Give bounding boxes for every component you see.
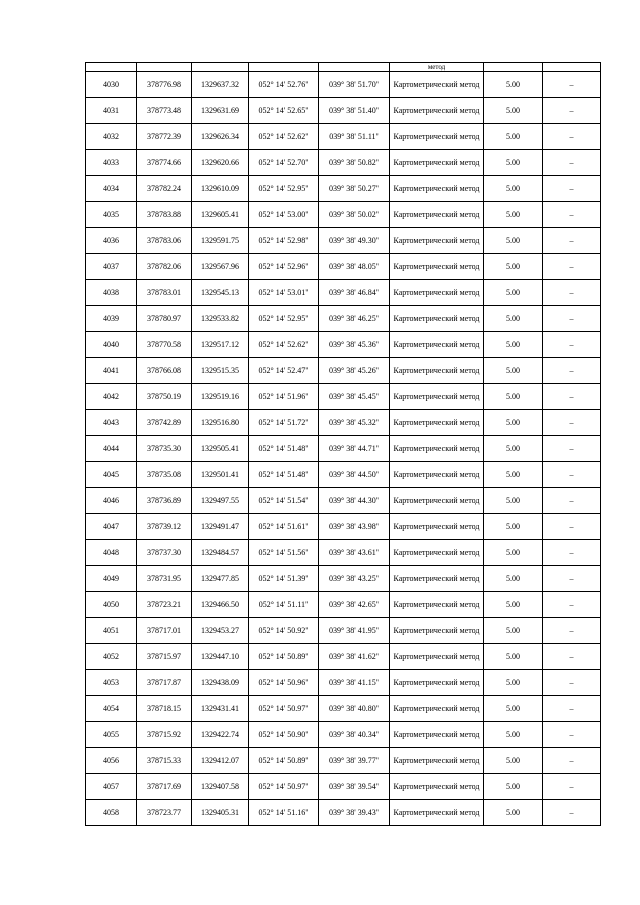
latitude-cell: 052° 14' 52.95"	[249, 176, 319, 202]
y-coordinate-cell: 1329533.82	[192, 306, 249, 332]
longitude-cell: 039° 38' 45.45"	[319, 384, 390, 410]
y-coordinate-cell: 1329412.07	[192, 748, 249, 774]
accuracy-cell: 5.00	[484, 748, 543, 774]
accuracy-cell: 5.00	[484, 540, 543, 566]
x-coordinate-cell: 378731.95	[137, 566, 192, 592]
point-number-cell: 4056	[86, 748, 137, 774]
accuracy-cell: 5.00	[484, 618, 543, 644]
accuracy-cell: 5.00	[484, 358, 543, 384]
x-coordinate-cell: 378715.33	[137, 748, 192, 774]
description-cell: –	[543, 774, 601, 800]
point-number-cell: 4036	[86, 228, 137, 254]
description-cell: –	[543, 722, 601, 748]
table-body	[86, 63, 601, 826]
latitude-cell: 052° 14' 50.97"	[249, 696, 319, 722]
latitude-cell: 052° 14' 50.92"	[249, 618, 319, 644]
longitude-cell: 039° 38' 46.84"	[319, 280, 390, 306]
longitude-cell: 039° 38' 44.30"	[319, 488, 390, 514]
y-coordinate-cell: 1329422.74	[192, 722, 249, 748]
point-number-cell: 4040	[86, 332, 137, 358]
table-row	[86, 254, 601, 280]
table-row	[86, 358, 601, 384]
table-row	[86, 98, 601, 124]
description-cell: –	[543, 332, 601, 358]
longitude-cell: 039° 38' 43.61"	[319, 540, 390, 566]
point-number-cell: 4052	[86, 644, 137, 670]
accuracy-cell	[484, 63, 543, 72]
method-cell: Картометрический метод	[390, 774, 484, 800]
table-row	[86, 540, 601, 566]
x-coordinate-cell: 378780.97	[137, 306, 192, 332]
accuracy-cell: 5.00	[484, 384, 543, 410]
longitude-cell: 039° 38' 49.30"	[319, 228, 390, 254]
latitude-cell: 052° 14' 51.39"	[249, 566, 319, 592]
point-number-cell: 4051	[86, 618, 137, 644]
description-cell: –	[543, 72, 601, 98]
x-coordinate-cell: 378735.08	[137, 462, 192, 488]
description-cell: –	[543, 358, 601, 384]
y-coordinate-cell: 1329447.10	[192, 644, 249, 670]
latitude-cell: 052° 14' 52.95"	[249, 306, 319, 332]
description-cell: –	[543, 644, 601, 670]
table-row	[86, 410, 601, 436]
y-coordinate-cell: 1329637.32	[192, 72, 249, 98]
latitude-cell: 052° 14' 50.89"	[249, 644, 319, 670]
table-row	[86, 384, 601, 410]
longitude-cell: 039° 38' 43.25"	[319, 566, 390, 592]
method-cell: Картометрический метод	[390, 176, 484, 202]
accuracy-cell: 5.00	[484, 150, 543, 176]
x-coordinate-cell: 378717.69	[137, 774, 192, 800]
point-number-cell: 4044	[86, 436, 137, 462]
accuracy-cell: 5.00	[484, 332, 543, 358]
x-coordinate-cell: 378717.01	[137, 618, 192, 644]
x-coordinate-cell: 378772.39	[137, 124, 192, 150]
y-coordinate-cell: 1329591.75	[192, 228, 249, 254]
y-coordinate-cell: 1329631.69	[192, 98, 249, 124]
table-row	[86, 176, 601, 202]
method-cell: Картометрический метод	[390, 410, 484, 436]
method-cell: Картометрический метод	[390, 72, 484, 98]
method-cell: Картометрический метод	[390, 644, 484, 670]
x-coordinate-cell: 378782.06	[137, 254, 192, 280]
longitude-cell: 039° 38' 44.50"	[319, 462, 390, 488]
latitude-cell: 052° 14' 51.48"	[249, 462, 319, 488]
x-coordinate-cell: 378723.21	[137, 592, 192, 618]
longitude-cell: 039° 38' 51.70"	[319, 72, 390, 98]
x-coordinate-cell	[137, 63, 192, 72]
longitude-cell: 039° 38' 40.34"	[319, 722, 390, 748]
longitude-cell: 039° 38' 42.65"	[319, 592, 390, 618]
longitude-cell: 039° 38' 50.27"	[319, 176, 390, 202]
point-number-cell: 4048	[86, 540, 137, 566]
description-cell: –	[543, 748, 601, 774]
x-coordinate-cell: 378776.98	[137, 72, 192, 98]
latitude-cell: 052° 14' 51.96"	[249, 384, 319, 410]
longitude-cell: 039° 38' 50.02"	[319, 202, 390, 228]
method-cell: Картометрический метод	[390, 202, 484, 228]
method-cell: Картометрический метод	[390, 748, 484, 774]
latitude-cell: 052° 14' 52.62"	[249, 332, 319, 358]
accuracy-cell: 5.00	[484, 774, 543, 800]
x-coordinate-cell: 378750.19	[137, 384, 192, 410]
point-number-cell: 4043	[86, 410, 137, 436]
table-row	[86, 280, 601, 306]
point-number-cell: 4035	[86, 202, 137, 228]
point-number-cell: 4032	[86, 124, 137, 150]
x-coordinate-cell: 378723.77	[137, 800, 192, 826]
description-cell: –	[543, 306, 601, 332]
description-cell: –	[543, 592, 601, 618]
description-cell: –	[543, 176, 601, 202]
accuracy-cell: 5.00	[484, 98, 543, 124]
y-coordinate-cell: 1329477.85	[192, 566, 249, 592]
point-number-cell: 4046	[86, 488, 137, 514]
accuracy-cell: 5.00	[484, 228, 543, 254]
description-cell: –	[543, 696, 601, 722]
point-number-cell: 4030	[86, 72, 137, 98]
latitude-cell: 052° 14' 51.16"	[249, 800, 319, 826]
latitude-cell: 052° 14' 50.89"	[249, 748, 319, 774]
longitude-cell: 039° 38' 44.71"	[319, 436, 390, 462]
y-coordinate-cell	[192, 63, 249, 72]
y-coordinate-cell: 1329438.09	[192, 670, 249, 696]
accuracy-cell: 5.00	[484, 72, 543, 98]
accuracy-cell: 5.00	[484, 176, 543, 202]
method-cell: Картометрический метод	[390, 384, 484, 410]
longitude-cell: 039° 38' 51.40"	[319, 98, 390, 124]
y-coordinate-cell: 1329407.58	[192, 774, 249, 800]
method-cell: Картометрический метод	[390, 124, 484, 150]
table-row	[86, 72, 601, 98]
longitude-cell: 039° 38' 45.26"	[319, 358, 390, 384]
latitude-cell: 052° 14' 50.97"	[249, 774, 319, 800]
x-coordinate-cell: 378783.88	[137, 202, 192, 228]
point-number-cell: 4031	[86, 98, 137, 124]
point-number-cell: 4037	[86, 254, 137, 280]
accuracy-cell: 5.00	[484, 488, 543, 514]
method-cell: Картометрический метод	[390, 722, 484, 748]
point-number-cell: 4055	[86, 722, 137, 748]
latitude-cell: 052° 14' 51.56"	[249, 540, 319, 566]
latitude-cell: 052° 14' 52.76"	[249, 72, 319, 98]
table-row-continuation	[86, 63, 601, 72]
latitude-cell: 052° 14' 53.00"	[249, 202, 319, 228]
method-cell: Картометрический метод	[390, 358, 484, 384]
longitude-cell: 039° 38' 50.82"	[319, 150, 390, 176]
x-coordinate-cell: 378715.92	[137, 722, 192, 748]
accuracy-cell: 5.00	[484, 462, 543, 488]
accuracy-cell: 5.00	[484, 280, 543, 306]
table-row	[86, 774, 601, 800]
description-cell: –	[543, 566, 601, 592]
longitude-cell	[319, 63, 390, 72]
description-cell	[543, 63, 601, 72]
description-cell: –	[543, 670, 601, 696]
coordinates-table	[85, 62, 601, 826]
accuracy-cell: 5.00	[484, 696, 543, 722]
method-cell: Картометрический метод	[390, 332, 484, 358]
x-coordinate-cell: 378737.30	[137, 540, 192, 566]
longitude-cell: 039° 38' 41.62"	[319, 644, 390, 670]
y-coordinate-cell: 1329501.41	[192, 462, 249, 488]
y-coordinate-cell: 1329545.13	[192, 280, 249, 306]
y-coordinate-cell: 1329519.16	[192, 384, 249, 410]
method-cell: Картометрический метод	[390, 150, 484, 176]
latitude-cell: 052° 14' 50.96"	[249, 670, 319, 696]
point-number-cell: 4038	[86, 280, 137, 306]
description-cell: –	[543, 98, 601, 124]
point-number-cell: 4034	[86, 176, 137, 202]
point-number-cell: 4033	[86, 150, 137, 176]
point-number-cell	[86, 63, 137, 72]
y-coordinate-cell: 1329431.41	[192, 696, 249, 722]
latitude-cell: 052° 14' 52.62"	[249, 124, 319, 150]
table-row	[86, 514, 601, 540]
x-coordinate-cell: 378736.89	[137, 488, 192, 514]
description-cell: –	[543, 124, 601, 150]
longitude-cell: 039° 38' 48.05"	[319, 254, 390, 280]
accuracy-cell: 5.00	[484, 436, 543, 462]
table-row	[86, 150, 601, 176]
description-cell: –	[543, 540, 601, 566]
method-cell: Картометрический метод	[390, 670, 484, 696]
point-number-cell: 4049	[86, 566, 137, 592]
y-coordinate-cell: 1329515.35	[192, 358, 249, 384]
description-cell: –	[543, 202, 601, 228]
method-cell: Картометрический метод	[390, 800, 484, 826]
longitude-cell: 039° 38' 41.95"	[319, 618, 390, 644]
latitude-cell: 052° 14' 53.01"	[249, 280, 319, 306]
y-coordinate-cell: 1329605.41	[192, 202, 249, 228]
latitude-cell: 052° 14' 50.90"	[249, 722, 319, 748]
accuracy-cell: 5.00	[484, 800, 543, 826]
accuracy-cell: 5.00	[484, 202, 543, 228]
method-cell: Картометрический метод	[390, 540, 484, 566]
y-coordinate-cell: 1329620.66	[192, 150, 249, 176]
latitude-cell: 052° 14' 52.70"	[249, 150, 319, 176]
table-row	[86, 618, 601, 644]
point-number-cell: 4053	[86, 670, 137, 696]
table-row	[86, 800, 601, 826]
longitude-cell: 039° 38' 45.32"	[319, 410, 390, 436]
description-cell: –	[543, 150, 601, 176]
point-number-cell: 4057	[86, 774, 137, 800]
accuracy-cell: 5.00	[484, 670, 543, 696]
latitude-cell: 052° 14' 51.54"	[249, 488, 319, 514]
method-cell: Картометрический метод	[390, 462, 484, 488]
accuracy-cell: 5.00	[484, 410, 543, 436]
y-coordinate-cell: 1329517.12	[192, 332, 249, 358]
description-cell: –	[543, 462, 601, 488]
accuracy-cell: 5.00	[484, 566, 543, 592]
table-row	[86, 488, 601, 514]
latitude-cell: 052° 14' 51.11"	[249, 592, 319, 618]
latitude-cell: 052° 14' 52.47"	[249, 358, 319, 384]
x-coordinate-cell: 378783.01	[137, 280, 192, 306]
y-coordinate-cell: 1329610.09	[192, 176, 249, 202]
y-coordinate-cell: 1329516.80	[192, 410, 249, 436]
x-coordinate-cell: 378773.48	[137, 98, 192, 124]
description-cell: –	[543, 410, 601, 436]
table-row	[86, 566, 601, 592]
description-cell: –	[543, 384, 601, 410]
table-row	[86, 696, 601, 722]
method-cell: Картометрический метод	[390, 280, 484, 306]
point-number-cell: 4050	[86, 592, 137, 618]
latitude-cell: 052° 14' 52.96"	[249, 254, 319, 280]
method-cell: Картометрический метод	[390, 488, 484, 514]
longitude-cell: 039° 38' 41.15"	[319, 670, 390, 696]
latitude-cell: 052° 14' 51.48"	[249, 436, 319, 462]
description-cell: –	[543, 488, 601, 514]
x-coordinate-cell: 378735.30	[137, 436, 192, 462]
x-coordinate-cell: 378739.12	[137, 514, 192, 540]
longitude-cell: 039° 38' 51.11"	[319, 124, 390, 150]
x-coordinate-cell: 378766.08	[137, 358, 192, 384]
longitude-cell: 039° 38' 39.54"	[319, 774, 390, 800]
y-coordinate-cell: 1329466.50	[192, 592, 249, 618]
table-row	[86, 462, 601, 488]
description-cell: –	[543, 280, 601, 306]
y-coordinate-cell: 1329491.47	[192, 514, 249, 540]
accuracy-cell: 5.00	[484, 306, 543, 332]
document-page	[85, 62, 600, 826]
table-row	[86, 124, 601, 150]
latitude-cell: 052° 14' 52.98"	[249, 228, 319, 254]
longitude-cell: 039° 38' 40.80"	[319, 696, 390, 722]
point-number-cell: 4058	[86, 800, 137, 826]
y-coordinate-cell: 1329484.57	[192, 540, 249, 566]
method-cell: Картометрический метод	[390, 436, 484, 462]
y-coordinate-cell: 1329497.55	[192, 488, 249, 514]
y-coordinate-cell: 1329505.41	[192, 436, 249, 462]
method-cell: метод	[390, 63, 484, 72]
method-cell: Картометрический метод	[390, 592, 484, 618]
longitude-cell: 039° 38' 45.36"	[319, 332, 390, 358]
table-row	[86, 202, 601, 228]
description-cell: –	[543, 800, 601, 826]
method-cell: Картометрический метод	[390, 306, 484, 332]
accuracy-cell: 5.00	[484, 722, 543, 748]
method-cell: Картометрический метод	[390, 618, 484, 644]
latitude-cell	[249, 63, 319, 72]
table-row	[86, 228, 601, 254]
table-row	[86, 592, 601, 618]
longitude-cell: 039° 38' 43.98"	[319, 514, 390, 540]
point-number-cell: 4047	[86, 514, 137, 540]
method-cell: Картометрический метод	[390, 254, 484, 280]
description-cell: –	[543, 254, 601, 280]
x-coordinate-cell: 378715.97	[137, 644, 192, 670]
method-cell: Картометрический метод	[390, 514, 484, 540]
latitude-cell: 052° 14' 51.61"	[249, 514, 319, 540]
x-coordinate-cell: 378782.24	[137, 176, 192, 202]
method-cell: Картометрический метод	[390, 696, 484, 722]
table-row	[86, 306, 601, 332]
latitude-cell: 052° 14' 52.65"	[249, 98, 319, 124]
table-row	[86, 436, 601, 462]
longitude-cell: 039° 38' 46.25"	[319, 306, 390, 332]
longitude-cell: 039° 38' 39.77"	[319, 748, 390, 774]
description-cell: –	[543, 514, 601, 540]
description-cell: –	[543, 228, 601, 254]
method-cell: Картометрический метод	[390, 228, 484, 254]
x-coordinate-cell: 378718.15	[137, 696, 192, 722]
point-number-cell: 4054	[86, 696, 137, 722]
table-row	[86, 332, 601, 358]
x-coordinate-cell: 378783.06	[137, 228, 192, 254]
table-row	[86, 670, 601, 696]
accuracy-cell: 5.00	[484, 644, 543, 670]
table-row	[86, 748, 601, 774]
accuracy-cell: 5.00	[484, 254, 543, 280]
point-number-cell: 4041	[86, 358, 137, 384]
longitude-cell: 039° 38' 39.43"	[319, 800, 390, 826]
table-row	[86, 722, 601, 748]
point-number-cell: 4042	[86, 384, 137, 410]
y-coordinate-cell: 1329567.96	[192, 254, 249, 280]
description-cell: –	[543, 436, 601, 462]
y-coordinate-cell: 1329626.34	[192, 124, 249, 150]
x-coordinate-cell: 378770.58	[137, 332, 192, 358]
method-cell: Картометрический метод	[390, 98, 484, 124]
x-coordinate-cell: 378717.87	[137, 670, 192, 696]
method-cell: Картометрический метод	[390, 566, 484, 592]
x-coordinate-cell: 378774.66	[137, 150, 192, 176]
accuracy-cell: 5.00	[484, 592, 543, 618]
table-row	[86, 644, 601, 670]
point-number-cell: 4039	[86, 306, 137, 332]
y-coordinate-cell: 1329453.27	[192, 618, 249, 644]
y-coordinate-cell: 1329405.31	[192, 800, 249, 826]
accuracy-cell: 5.00	[484, 124, 543, 150]
latitude-cell: 052° 14' 51.72"	[249, 410, 319, 436]
accuracy-cell: 5.00	[484, 514, 543, 540]
description-cell: –	[543, 618, 601, 644]
x-coordinate-cell: 378742.89	[137, 410, 192, 436]
point-number-cell: 4045	[86, 462, 137, 488]
